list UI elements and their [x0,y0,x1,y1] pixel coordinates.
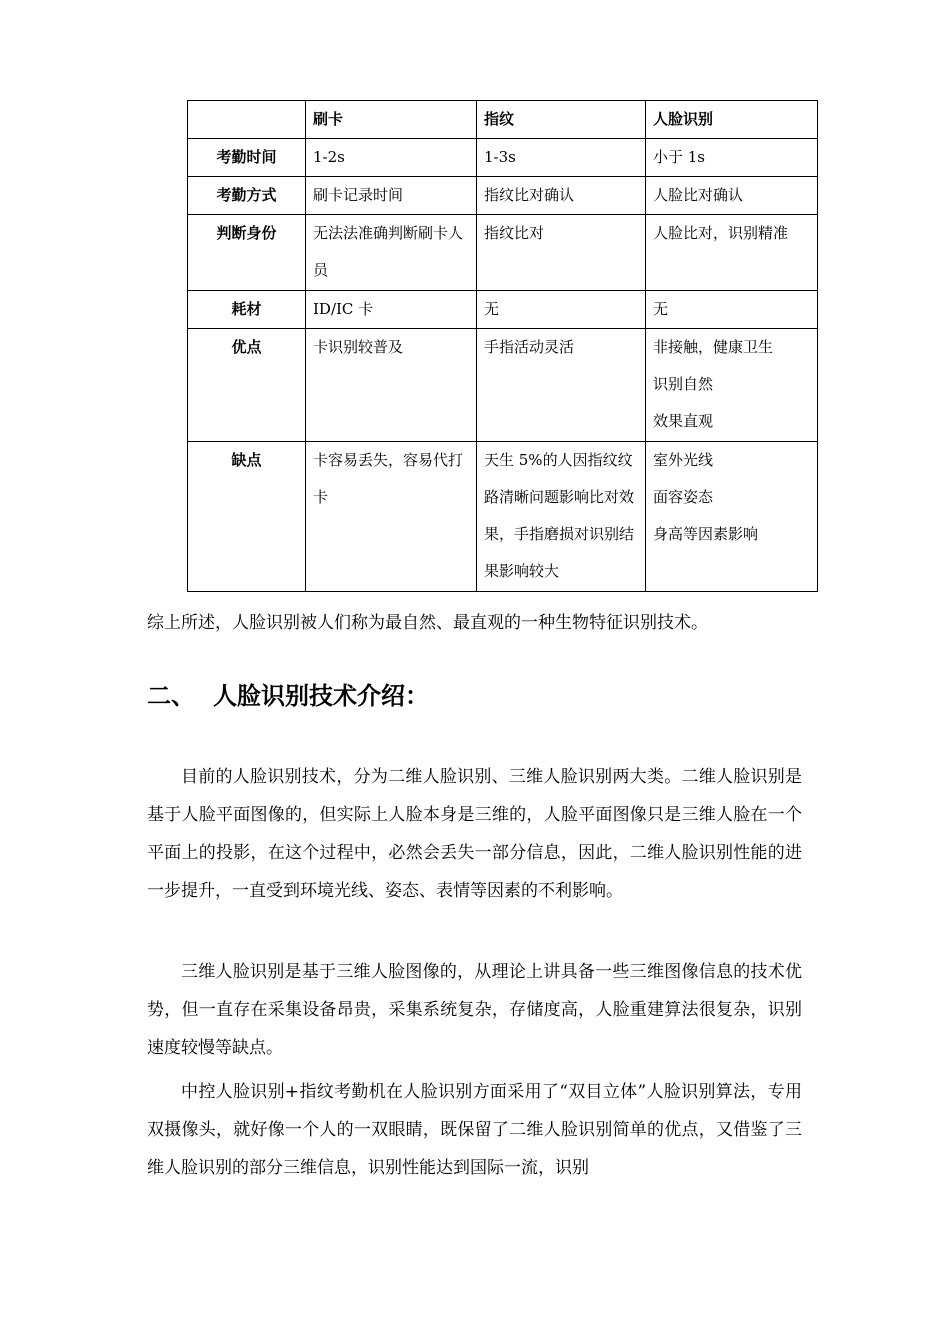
table-cell [646,329,818,442]
cell-text: 指纹比对确认 [484,186,575,204]
body-paragraph: 目前的人脸识别技术，分为二维人脸识别、三维人脸识别两大类。二维人脸识别是基于人脸平面图像的，但实际上人脸本身是三维的，人脸平面图像只是三维人脸在一个平面上的投影，在这个过程中，必然会丢失一部分信息，因此，二维人脸识别性能的进一步提升，一直受到环境光线、姿态、表情等因素的不利影响。 [147,767,802,901]
table-cell [477,139,646,177]
cell-text: 1-2s [313,148,345,166]
cell-text: 非接触，健康卫生 [653,338,774,356]
table-cell [306,139,477,177]
row-label: 考勤方式 [188,177,306,215]
cell-text: 指纹比对 [484,224,545,242]
table-cell [306,215,477,291]
cell-text: 卡识别较普及 [313,338,404,356]
table-cell [477,215,646,291]
cell-text: 小于 1s [653,148,706,166]
cell-text: 人脸比对，识别精准 [653,224,789,242]
table-cell [306,177,477,215]
cell-text: 面容姿态 [653,488,714,506]
cell-text: 刷卡记录时间 [313,186,404,204]
table-cell [477,442,646,592]
table-row [188,442,818,592]
table-row [188,329,818,442]
table-header-row [188,101,818,139]
table-cell [646,291,818,329]
cell-text: 1-3s [484,148,516,166]
table-cell [306,442,477,592]
row-label: 耗材 [188,291,306,329]
row-label: 优点 [188,329,306,442]
row-label: 缺点 [188,442,306,592]
cell-text: 无 [484,300,500,318]
cell-text: 室外光线 [653,451,714,469]
table-row [188,139,818,177]
body-paragraph: 中控人脸识别+指纹考勤机在人脸识别方面采用了“双目立体”人脸识别算法，专用双摄像头，就好像一个人的一双眼睛，既保留了二维人脸识别简单的优点，又借鉴了三维人脸识别的部分三维信息，识别性能达到国际一流，识别 [147,1082,802,1178]
table-row [188,215,818,291]
table-row [188,177,818,215]
header-card: 刷卡 [306,101,477,139]
cell-text: ID/IC 卡 [313,300,374,318]
section-title-text: 人脸识别技术介绍： [213,682,429,710]
header-fingerprint: 指纹 [477,101,646,139]
table-cell [646,139,818,177]
cell-text: 无 [653,300,669,318]
table-row [188,291,818,329]
header-face-recognition: 人脸识别 [646,101,818,139]
section-heading [147,676,429,716]
table-cell [646,215,818,291]
table-cell [646,442,818,592]
comparison-table [187,100,818,592]
table-cell [477,177,646,215]
row-label: 判断身份 [188,215,306,291]
table-cell [477,329,646,442]
table-cell [306,329,477,442]
cell-text: 效果直观 [653,412,714,430]
header-empty-cell [188,101,306,139]
table-cell [306,291,477,329]
summary-text: 综上所述，人脸识别被人们称为最自然、最直观的一种生物特征识别技术。 [147,613,708,633]
cell-text: 人脸比对确认 [653,186,744,204]
cell-text: 手指活动灵活 [484,338,575,356]
body-paragraph: 三维人脸识别是基于三维人脸图像的，从理论上讲具备一些三维图像信息的技术优势，但一直存在采集设备昂贵，采集系统复杂，存储度高，人脸重建算法很复杂，识别速度较慢等缺点。 [147,962,802,1058]
cell-text: 天生 5%的人因指纹纹路清晰问题影响比对效果，手指磨损对识别结果影响较大 [484,451,635,580]
table-cell [477,291,646,329]
cell-text: 身高等因素影响 [653,525,759,543]
cell-text: 卡容易丢失，容易代打卡 [313,451,464,506]
row-label: 考勤时间 [188,139,306,177]
table-cell [646,177,818,215]
section-number: 二、 [147,682,195,710]
cell-text: 识别自然 [653,375,714,393]
cell-text: 无法法准确判断刷卡人员 [313,224,464,279]
